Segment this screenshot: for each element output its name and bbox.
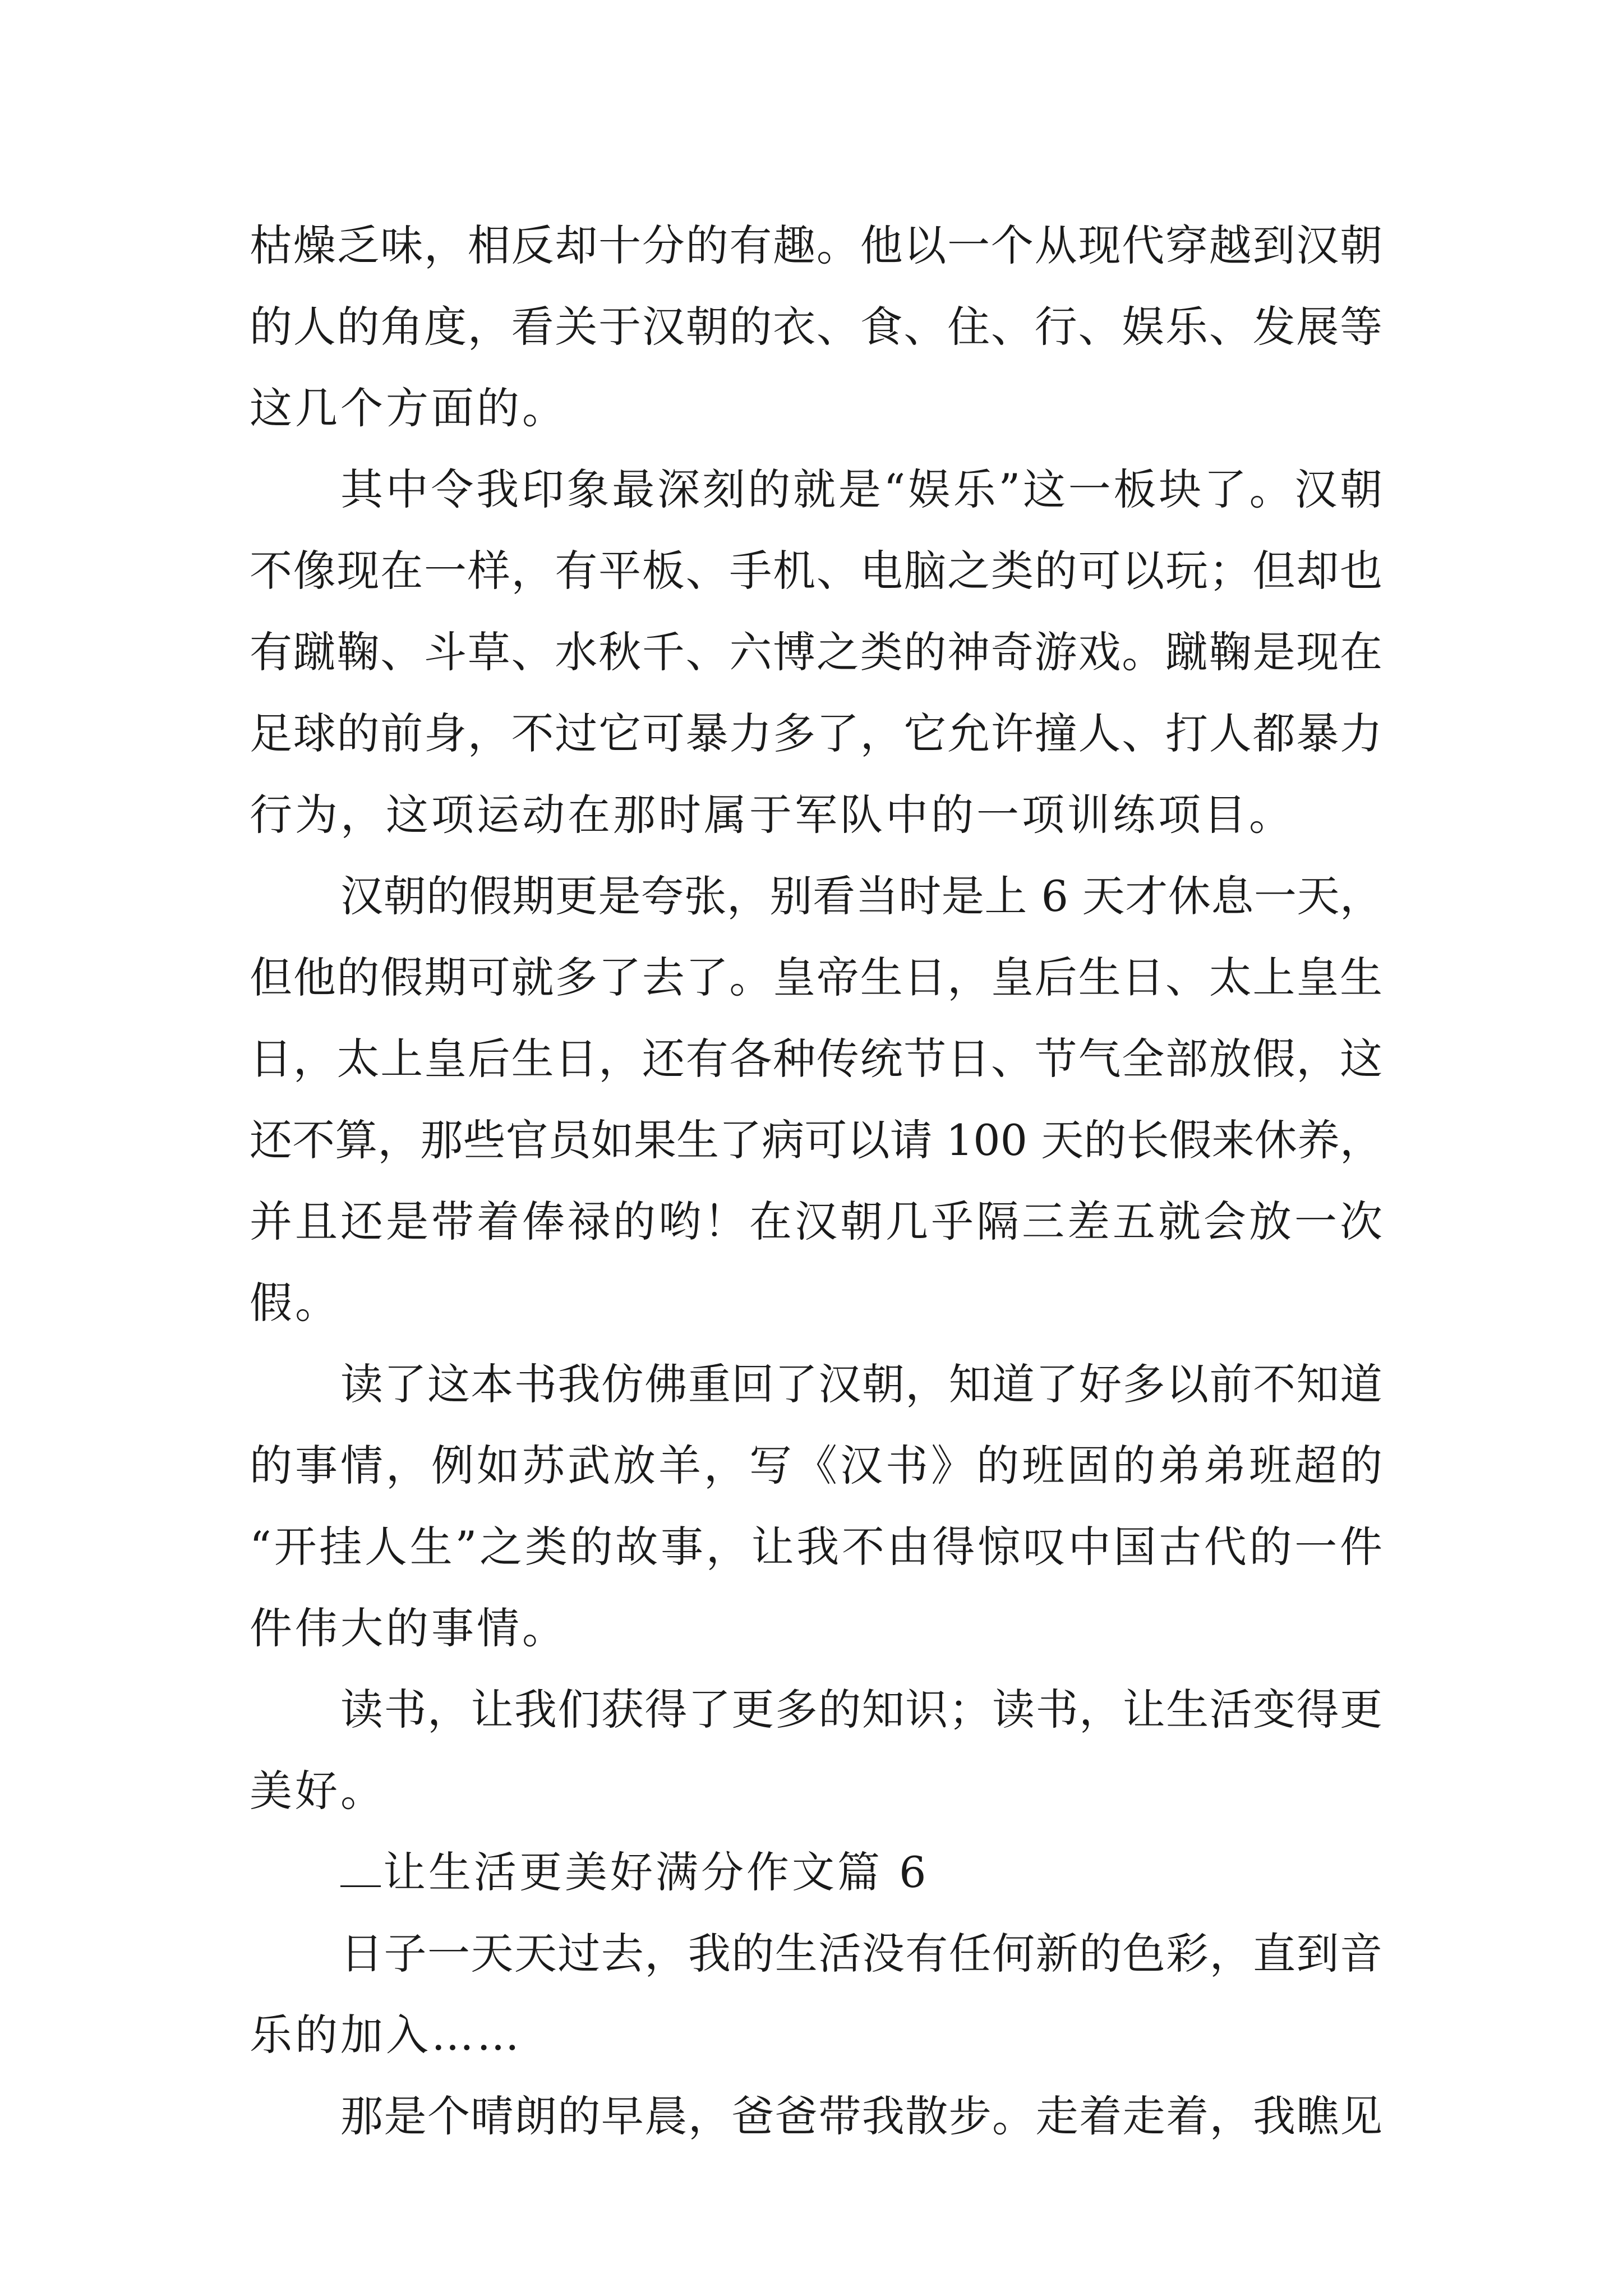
paragraph-line-6: 有蹴鞠、斗草、水秋千、六博之类的神奇游戏。蹴鞠是现在 [250, 627, 1382, 677]
paragraph-line-1: 枯燥乏味，相反却十分的有趣。他以一个从现代穿越到汉朝 [250, 220, 1382, 270]
paragraph-line-16: 的事情，例如苏武放羊，写《汉书》的班固的弟弟班超的 [250, 1441, 1382, 1490]
paragraph-line-20: 美好。 [250, 1766, 386, 1816]
paragraph-line-19: 读书，让我们获得了更多的知识；读书，让生活变得更 [340, 1685, 1382, 1734]
paragraph-line-23: 乐的加入…… [250, 2010, 522, 2060]
paragraph-line-18: 件伟大的事情。 [250, 1603, 568, 1653]
paragraph-line-12: 还不算，那些官员如果生了病可以请 100 天的长假来休养， [250, 1115, 1382, 1165]
paragraph-line-13: 并且还是带着俸禄的哟！在汉朝几乎隔三差五就会放一次 [250, 1197, 1382, 1246]
paragraph-line-17: “开挂人生”之类的故事，让我不由得惊叹中国古代的一件 [250, 1522, 1382, 1572]
paragraph-line-8: 行为，这项运动在那时属于军队中的一项训练项目。 [250, 790, 1294, 840]
paragraph-line-14: 假。 [250, 1278, 340, 1328]
paragraph-line-7: 足球的前身，不过它可暴力多了，它允许撞人、打人都暴力 [250, 708, 1382, 758]
paragraph-line-11: 日，太上皇后生日，还有各种传统节日、节气全部放假，这 [250, 1034, 1382, 1084]
paragraph-line-10: 但他的假期可就多了去了。皇帝生日，皇后生日、太上皇生 [250, 953, 1382, 1002]
paragraph-line-4: 其中令我印象最深刻的就是“娱乐”这一板块了。汉朝 [340, 464, 1382, 514]
paragraph-line-9: 汉朝的假期更是夸张，别看当时是上 6 天才休息一天， [340, 871, 1382, 921]
paragraph-line-24: 那是个晴朗的早晨，爸爸带我散步。走着走着，我瞧见 [340, 2091, 1382, 2141]
paragraph-line-5: 不像现在一样，有平板、手机、电脑之类的可以玩；但却也 [250, 546, 1382, 596]
paragraph-line-2: 的人的角度，看关于汉朝的衣、食、住、行、娱乐、发展等 [250, 302, 1382, 352]
section-heading [340, 1832, 929, 1913]
paragraph-line-15: 读了这本书我仿佛重回了汉朝，知道了好多以前不知道 [340, 1359, 1382, 1409]
paragraph-line-3: 这几个方面的。 [250, 383, 568, 433]
blank-underline [340, 1851, 381, 1887]
section-heading-text: 让生活更美好满分作文篇 6 [383, 1847, 929, 1897]
paragraph-line-22: 日子一天天过去，我的生活没有任何新的色彩，直到音 [340, 1929, 1382, 1978]
